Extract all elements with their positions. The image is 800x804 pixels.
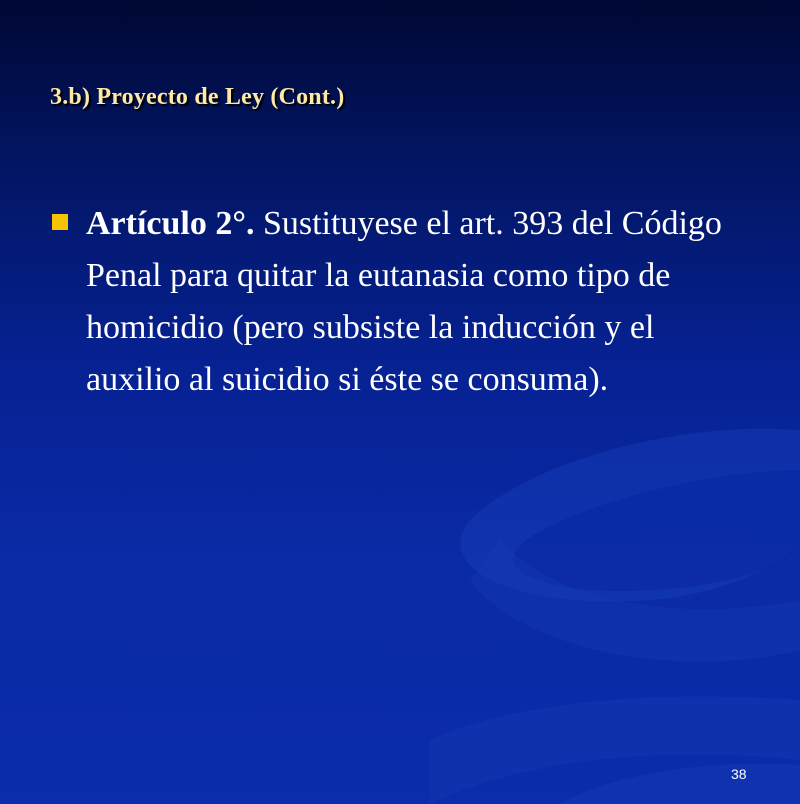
article-heading: Artículo 2°. bbox=[86, 205, 255, 242]
bullet-text bbox=[86, 198, 742, 406]
page-number: 38 bbox=[731, 766, 747, 782]
square-bullet-icon bbox=[52, 214, 68, 230]
slide-title: 3.b) Proyecto de Ley (Cont.) bbox=[50, 84, 345, 110]
bullet-item bbox=[52, 198, 742, 406]
article-body: Sustituyese el art. 393 del Código Penal para quitar la eutanasia como tipo de homicidio (pero subsiste la inducción y el auxilio al suicidio si éste se consuma). bbox=[86, 205, 722, 398]
